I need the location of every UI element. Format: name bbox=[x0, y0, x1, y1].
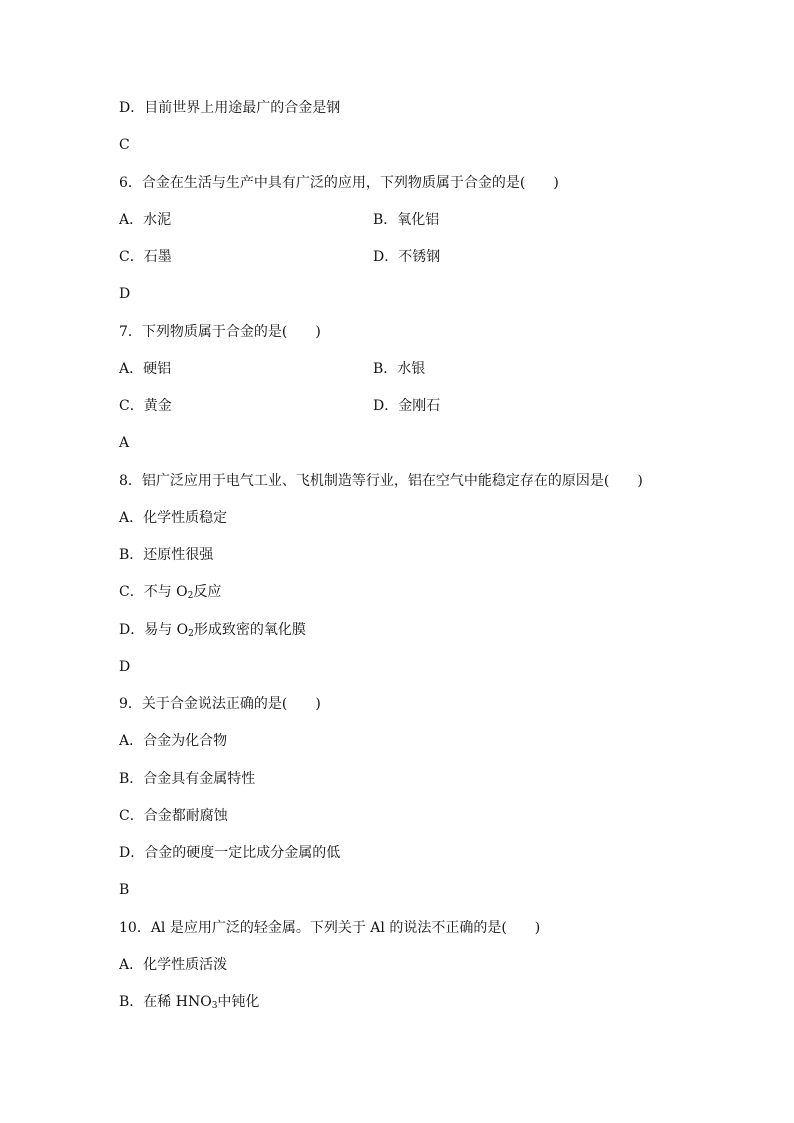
option-7b: B．水银 bbox=[373, 361, 426, 377]
question-6: 6．合金在生活与生产中具有广泛的应用，下列物质属于合金的是( ) bbox=[119, 175, 559, 191]
option-10a: A．化学性质活泼 bbox=[119, 957, 228, 973]
option-10b-text: B．在稀 HNO bbox=[119, 994, 212, 1010]
option-9a: A．合金为化合物 bbox=[119, 733, 228, 749]
option-6a: A．水泥 bbox=[119, 212, 172, 228]
option-8c-subscript: 2 bbox=[187, 591, 194, 601]
option-9d: D．合金的硬度一定比成分金属的低 bbox=[119, 845, 341, 861]
answer-8: D bbox=[119, 659, 131, 675]
option-8c bbox=[119, 583, 221, 601]
option-8b: B．还原性很强 bbox=[119, 547, 214, 563]
option-5d: D．目前世界上用途最广的合金是钢 bbox=[119, 100, 341, 116]
option-8d-text: D．易与 O bbox=[119, 622, 189, 638]
question-10: 10．Al 是应用广泛的轻金属。下列关于 Al 的说法不正确的是( ) bbox=[119, 920, 541, 936]
option-6b: B．氧化铝 bbox=[373, 212, 440, 228]
question-9: 9．关于合金说法正确的是( ) bbox=[119, 696, 321, 712]
option-7d: D．金刚石 bbox=[373, 398, 441, 414]
option-6d: D．不锈钢 bbox=[373, 249, 441, 265]
question-8: 8．铝广泛应用于电气工业、飞机制造等行业，铝在空气中能稳定存在的原因是( ) bbox=[119, 473, 643, 489]
answer-7: A bbox=[119, 435, 130, 451]
option-10b-text-end: 中钝化 bbox=[217, 994, 260, 1010]
option-8c-text: C．不与 O bbox=[119, 584, 188, 600]
answer-6: D bbox=[119, 286, 131, 302]
option-9b: B．合金具有金属特性 bbox=[119, 771, 256, 787]
option-8d bbox=[119, 621, 306, 639]
option-8d-subscript: 2 bbox=[188, 629, 194, 639]
option-8c-text-end: 反应 bbox=[193, 584, 222, 600]
option-9c: C．合金都耐腐蚀 bbox=[119, 808, 228, 824]
question-7: 7．下列物质属于合金的是( ) bbox=[119, 324, 321, 340]
option-8a: A．化学性质稳定 bbox=[119, 510, 228, 526]
option-7c: C．黄金 bbox=[119, 398, 172, 414]
option-10b-subscript: 3 bbox=[211, 1001, 218, 1011]
option-6c: C．石墨 bbox=[119, 249, 172, 265]
answer-5: C bbox=[119, 137, 130, 153]
option-8d-text-end: 形成致密的氧化膜 bbox=[193, 622, 306, 638]
answer-9: B bbox=[119, 882, 130, 898]
option-7a: A．硬铝 bbox=[119, 361, 172, 377]
option-10b bbox=[119, 993, 259, 1011]
